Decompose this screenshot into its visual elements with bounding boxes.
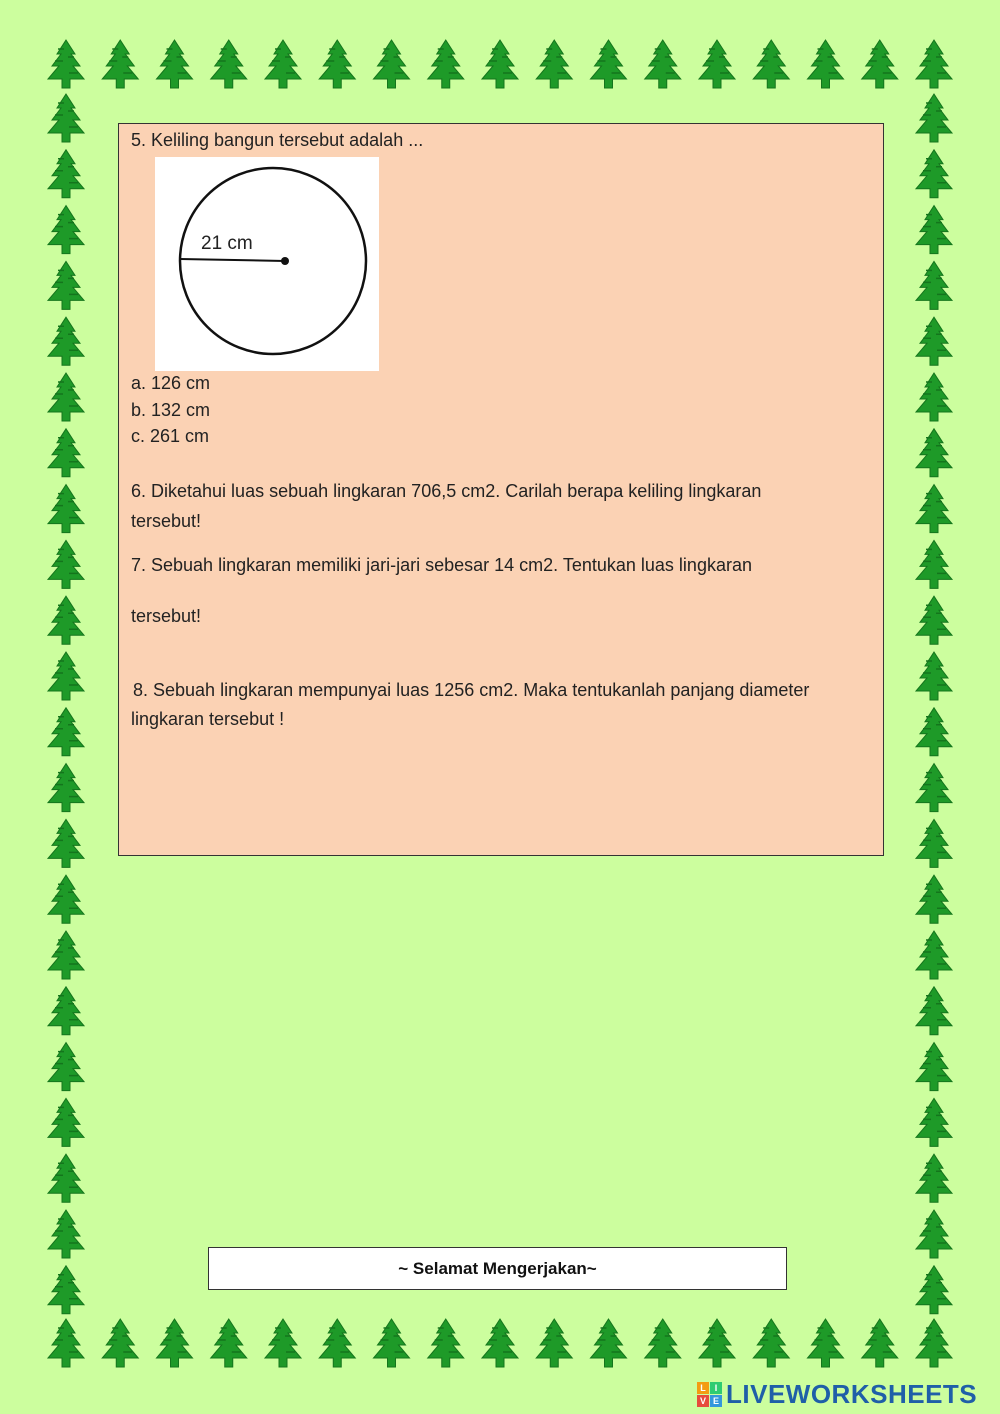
question-7-line-2: tersebut! [131, 606, 202, 626]
radius-line [180, 259, 285, 261]
pine-tree-icon [916, 764, 952, 812]
pine-tree-icon [319, 40, 355, 88]
pine-tree-icon [916, 540, 952, 588]
pine-tree-icon [916, 206, 952, 254]
pine-tree-icon [916, 317, 952, 365]
pine-tree-icon [808, 40, 844, 88]
liveworksheets-logo [697, 1378, 977, 1410]
pine-tree-icon [48, 485, 84, 533]
circle-figure [155, 157, 379, 371]
pine-tree-icon [48, 429, 84, 477]
pine-tree-icon [374, 1319, 410, 1367]
pine-tree-icon [48, 764, 84, 812]
pine-tree-icon [916, 40, 952, 88]
pine-tree-icon [48, 931, 84, 979]
pine-tree-icon [862, 40, 898, 88]
logo-letter: V [697, 1395, 709, 1407]
pine-tree-icon [808, 1319, 844, 1367]
pine-tree-icon [753, 40, 789, 88]
pine-tree-icon [48, 1154, 84, 1202]
question-8-line-1: 8. Sebuah lingkaran mempunyai luas 1256 cm2. Maka tentukanlah panjang diameter [133, 680, 810, 700]
pine-tree-icon [157, 1319, 193, 1367]
pine-tree-icon [916, 596, 952, 644]
pine-tree-icon [48, 708, 84, 756]
question-6-line-2: tersebut! [131, 511, 202, 531]
option-b: b. 132 cm [131, 400, 211, 420]
pine-tree-icon [536, 40, 572, 88]
logo-text: LIVEWORKSHEETS [726, 1378, 978, 1409]
pine-tree-icon [265, 1319, 301, 1367]
pine-tree-icon [916, 1098, 952, 1146]
option-a: a. 126 cm [131, 373, 211, 393]
pine-tree-icon [48, 596, 84, 644]
logo-letter: I [710, 1382, 722, 1394]
question-7-line-1: 7. Sebuah lingkaran memiliki jari-jari sebesar 14 cm2. Tentukan luas lingkaran [131, 555, 752, 575]
pine-tree-icon [591, 1319, 627, 1367]
pine-tree-icon [48, 1319, 84, 1367]
pine-tree-icon [211, 40, 247, 88]
pine-tree-icon [916, 1266, 952, 1314]
pine-tree-icon [699, 1319, 735, 1367]
pine-tree-icon [102, 40, 138, 88]
pine-tree-icon [916, 94, 952, 142]
pine-tree-icon [48, 1043, 84, 1091]
option-c: c. 261 cm [131, 426, 210, 446]
pine-tree-icon [916, 485, 952, 533]
pine-tree-icon [102, 1319, 138, 1367]
pine-tree-icon [916, 261, 952, 309]
pine-tree-icon [916, 1154, 952, 1202]
pine-tree-icon [916, 652, 952, 700]
pine-tree-icon [428, 1319, 464, 1367]
pine-tree-icon [916, 1319, 952, 1367]
radius-label: 21 cm [201, 233, 253, 254]
pine-tree-icon [48, 40, 84, 88]
pine-tree-icon [48, 94, 84, 142]
footer-text: ~ Selamat Mengerjakan~ [398, 1258, 597, 1278]
pine-tree-icon [48, 1210, 84, 1258]
pine-tree-icon [265, 40, 301, 88]
pine-tree-icon [428, 40, 464, 88]
pine-tree-icon [753, 1319, 789, 1367]
pine-tree-icon [48, 987, 84, 1035]
pine-tree-icon [916, 819, 952, 867]
pine-tree-icon [48, 819, 84, 867]
footer-message [208, 1247, 787, 1290]
pine-tree-icon [48, 875, 84, 923]
pine-tree-icon [48, 540, 84, 588]
pine-tree-icon [645, 40, 681, 88]
pine-tree-icon [645, 1319, 681, 1367]
logo-mark-icon [697, 1382, 722, 1407]
pine-tree-icon [319, 1319, 355, 1367]
pine-tree-icon [48, 317, 84, 365]
pine-tree-icon [591, 40, 627, 88]
pine-tree-icon [916, 1210, 952, 1258]
question-6-line-1: 6. Diketahui luas sebuah lingkaran 706,5 cm2. Carilah berapa keliling lingkaran [131, 481, 762, 501]
pine-tree-icon [48, 150, 84, 198]
pine-tree-icon [916, 708, 952, 756]
pine-tree-icon [916, 373, 952, 421]
pine-tree-icon [916, 875, 952, 923]
pine-tree-icon [157, 40, 193, 88]
pine-tree-icon [862, 1319, 898, 1367]
pine-tree-icon [916, 987, 952, 1035]
pine-tree-icon [48, 206, 84, 254]
logo-letter: L [697, 1382, 709, 1394]
pine-tree-icon [916, 931, 952, 979]
pine-tree-icon [48, 1266, 84, 1314]
pine-tree-icon [916, 150, 952, 198]
center-point [281, 257, 289, 265]
pine-tree-icon [48, 1098, 84, 1146]
logo-letter: E [710, 1395, 722, 1407]
pine-tree-icon [48, 652, 84, 700]
pine-tree-icon [48, 261, 84, 309]
question-5-text: 5. Keliling bangun tersebut adalah ... [131, 130, 424, 150]
pine-tree-icon [211, 1319, 247, 1367]
pine-tree-icon [482, 40, 518, 88]
pine-tree-icon [916, 1043, 952, 1091]
question-8-line-2: lingkaran tersebut ! [131, 709, 285, 729]
pine-tree-icon [374, 40, 410, 88]
pine-tree-icon [536, 1319, 572, 1367]
pine-tree-icon [48, 373, 84, 421]
pine-tree-icon [699, 40, 735, 88]
pine-tree-icon [916, 429, 952, 477]
question-box [118, 123, 884, 856]
pine-tree-icon [482, 1319, 518, 1367]
